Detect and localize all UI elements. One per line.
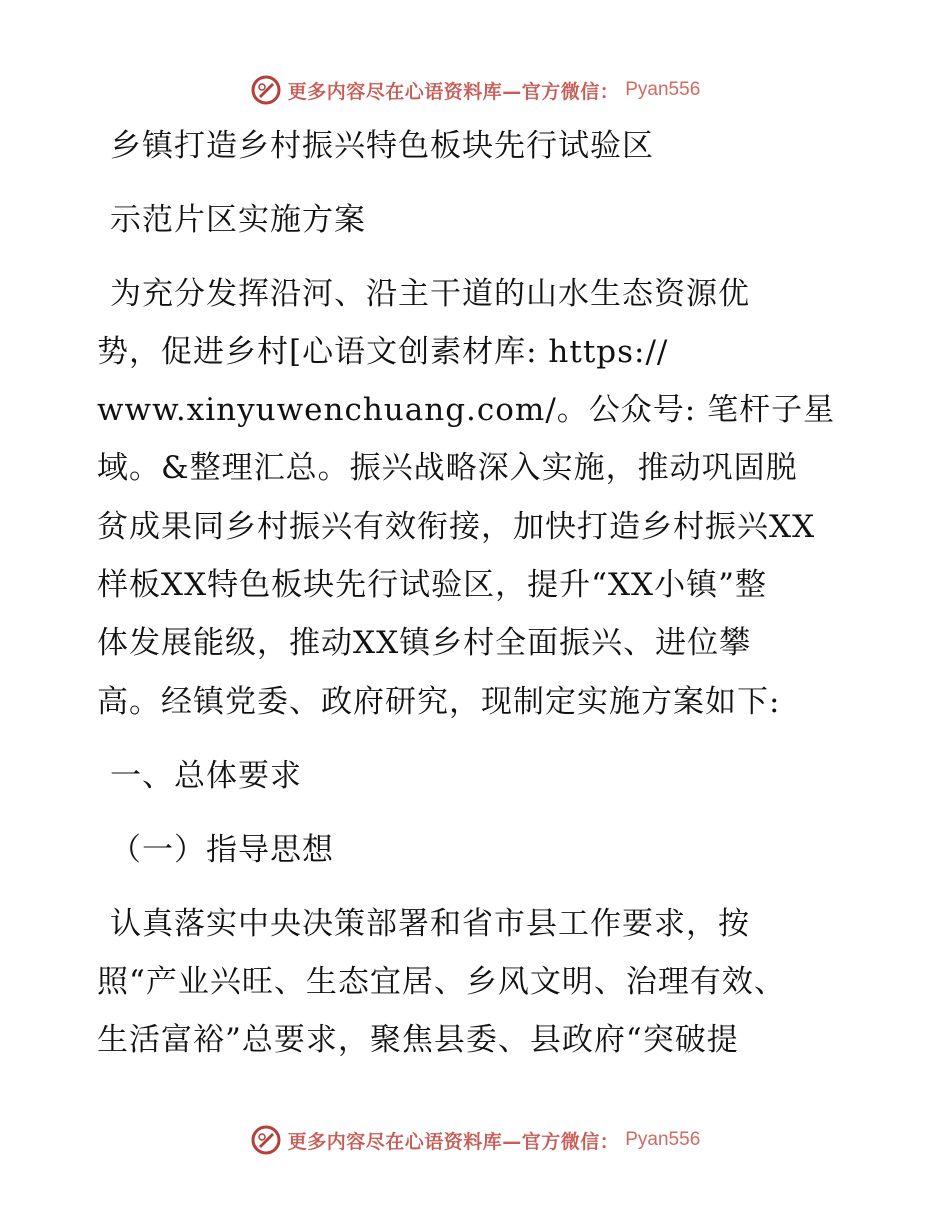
logo-icon — [250, 74, 282, 106]
footer-banner — [0, 1120, 950, 1160]
banner-wechat-id: Pyan556 — [625, 79, 701, 100]
paragraph-line: 高。经镇党委、政府研究，现制定实施方案如下: — [97, 684, 781, 720]
paragraph-line: 为充分发挥沿河、沿主干道的山水生态资源优 — [110, 276, 750, 312]
paragraph-line: 势，促进乡村[心语文创素材库: https:// — [97, 334, 669, 370]
document-title-line-1: 乡镇打造乡村振兴特色板块先行试验区 — [110, 128, 654, 164]
paragraph-line: 照“产业兴旺、生态宜居、乡风文明、治理有效、 — [97, 964, 786, 1000]
subsection-heading: （一）指导思想 — [110, 832, 334, 868]
paragraph-line: 样板XX特色板块先行试验区，提升“XX小镇”整 — [97, 567, 767, 603]
paragraph-line: 认真落实中央决策部署和省市县工作要求，按 — [110, 906, 750, 942]
logo-icon — [250, 1124, 282, 1156]
paragraph-line: 贫成果同乡村振兴有效衔接，加快打造乡村振兴XX — [97, 509, 816, 545]
paragraph-line: 体发展能级，推动XX镇乡村全面振兴、进位攀 — [97, 625, 752, 661]
document-title-line-2: 示范片区实施方案 — [110, 202, 366, 238]
header-banner — [0, 70, 950, 110]
banner-label: 更多内容尽在心语资料库—官方微信： — [287, 80, 620, 103]
section-heading: 一、总体要求 — [110, 758, 302, 794]
paragraph-line: www.xinyuwenchuang.com/。公众号: 笔杆子星 — [97, 392, 836, 428]
header-banner-content — [250, 74, 701, 106]
banner-label: 更多内容尽在心语资料库—官方微信： — [287, 1130, 620, 1153]
footer-banner-content — [250, 1124, 701, 1156]
paragraph-line: 域。&整理汇总。振兴战略深入实施，推动巩固脱 — [97, 450, 798, 486]
paragraph-line: 生活富裕”总要求，聚焦县委、县政府“突破提 — [97, 1022, 739, 1058]
banner-wechat-id: Pyan556 — [625, 1129, 701, 1150]
